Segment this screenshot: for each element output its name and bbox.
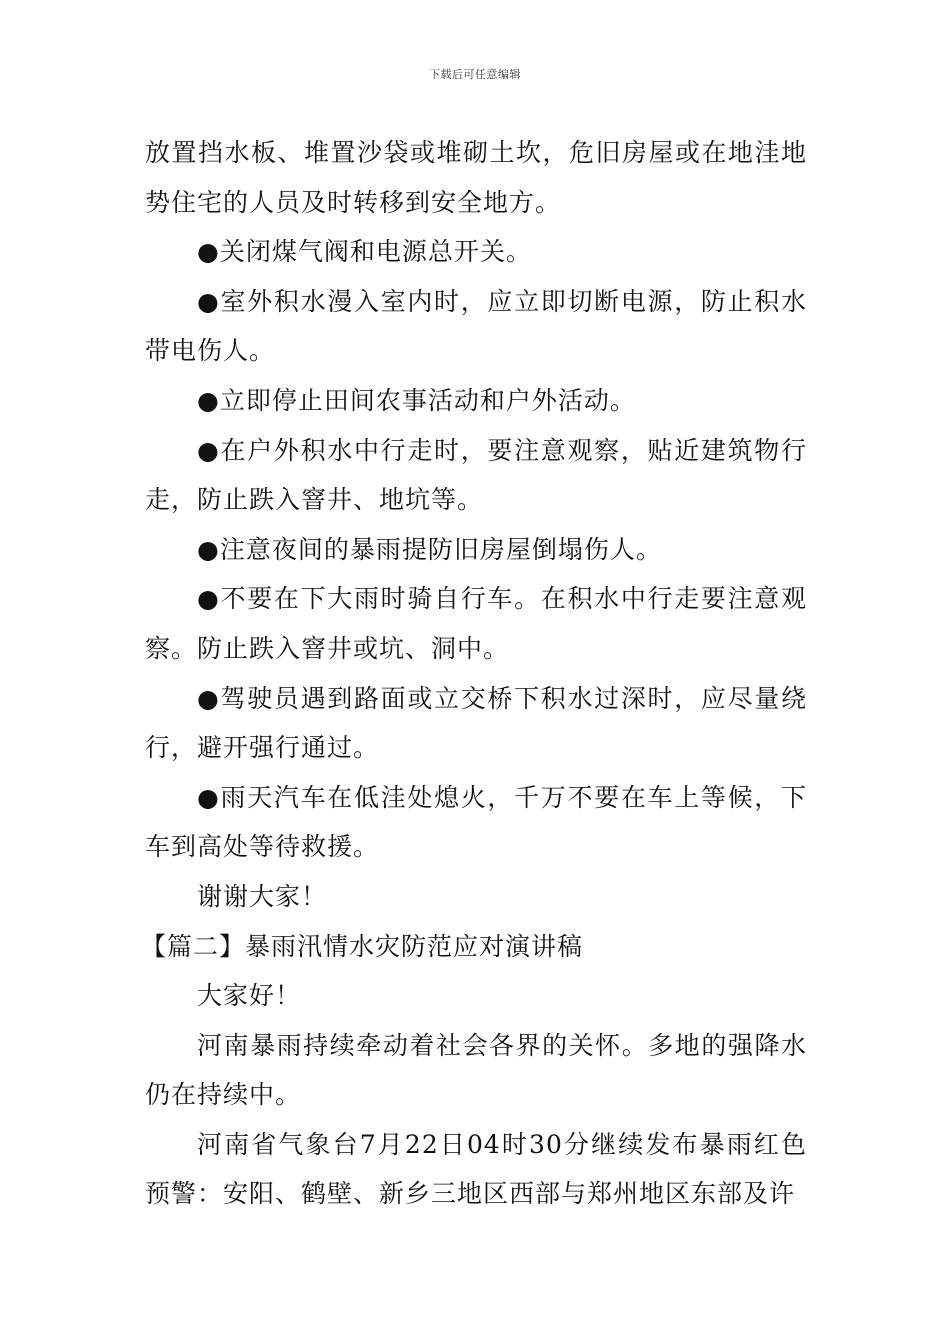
bullet-drivers: ●驾驶员遇到路面或立交桥下积水过深时，应尽量绕行，避开强行通过。 xyxy=(145,683,807,763)
paragraph-weather-warning: 河南省气象台7月22日04时30分继续发布暴雨红色预警：安阳、鹤壁、新乡三地区西部与郑州地区东部及许 xyxy=(145,1129,807,1209)
bullet-car-stalled: ●雨天汽车在低洼处熄火，千万不要在车上等候，下车到高处等待救援。 xyxy=(145,782,807,862)
closing-thanks: 谢谢大家！ xyxy=(197,881,328,911)
bullet-walk-carefully: ●在户外积水中行走时，要注意观察，贴近建筑物行走，防止跌入窨井、地坑等。 xyxy=(145,435,807,515)
bullet-gas-power: ●关闭煤气阀和电源总开关。 xyxy=(197,237,532,267)
page-header-note: 下载后可任意编辑 xyxy=(429,68,521,81)
bullet-stop-outdoor: ●立即停止田间农事活动和户外活动。 xyxy=(197,385,636,415)
document-body xyxy=(141,128,807,1219)
paragraph-continuation: 放置挡水板、堆置沙袋或堆砌土坎，危旧房屋或在地洼地势住宅的人员及时转移到安全地方。 xyxy=(145,138,807,217)
bullet-no-bicycle: ●不要在下大雨时骑自行车。在积水中行走要注意观察。防止跌入窨井或坑、洞中。 xyxy=(145,584,807,663)
bullet-cut-power: ●室外积水漫入室内时，应立即切断电源，防止积水带电伤人。 xyxy=(145,286,807,366)
greeting: 大家好！ xyxy=(197,981,302,1011)
section-heading: 【篇二】暴雨汛情水灾防范应对演讲稿 xyxy=(141,931,584,961)
paragraph-henan-rain: 河南暴雨持续牵动着社会各界的关怀。多地的强降水仍在持续中。 xyxy=(145,1030,807,1110)
bullet-night-houses: ●注意夜间的暴雨提防旧房屋倒塌伤人。 xyxy=(197,534,662,564)
